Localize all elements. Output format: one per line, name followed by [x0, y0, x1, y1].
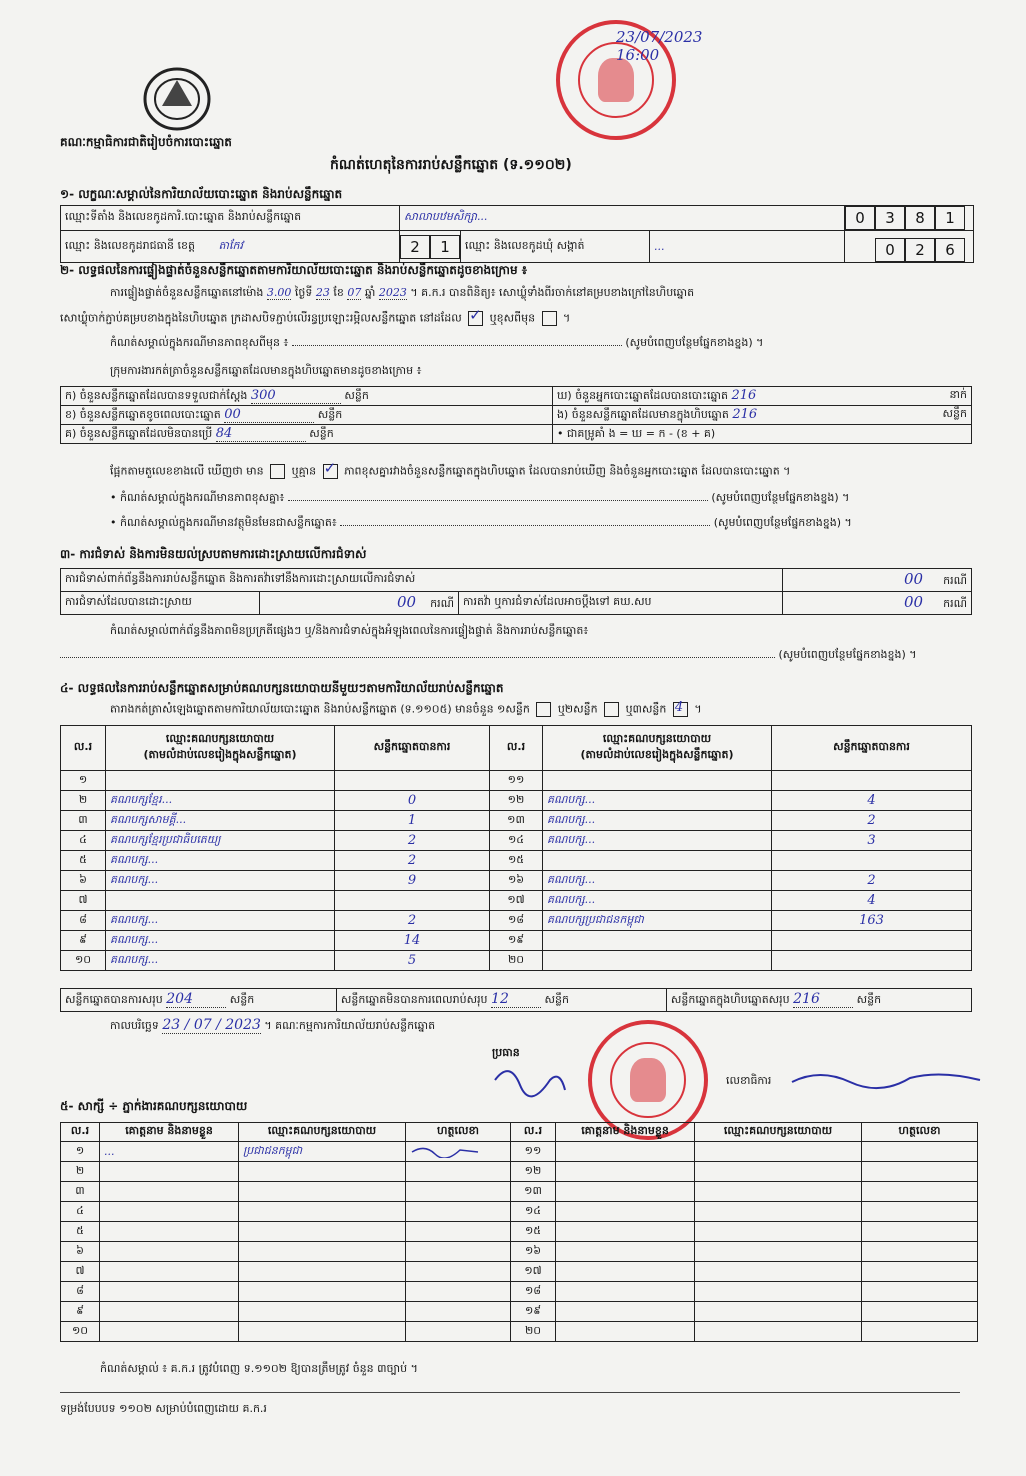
witness-col-sign-left: ហត្ថលេខា: [406, 1123, 511, 1142]
party-row: ៤ គណបក្សខ្មែរប្រជាធិបតេយ្យ 2 ១៤ គណបក្ស... 3: [61, 831, 972, 851]
total-valid: សន្លឹកឆ្នោតបានការសរុប 204 សន្លឹក: [61, 989, 337, 1012]
witness-row: ៣ ១៣: [61, 1182, 978, 1202]
form-footer: ទម្រង់បែបបទ ១១០២ សម្រាប់បំពេញដោយ គ.ក.រ: [60, 1402, 267, 1415]
witness-row: ៦ ១៦: [61, 1242, 978, 1262]
resolved-count: 00 ករណី: [260, 592, 459, 615]
witness-signature: [410, 1142, 480, 1158]
col-party-left: ឈ្មោះគណបក្សនយោបាយ (តាមលំដាប់លេខរៀងក្នុងសន្លឹកឆ្នោត): [106, 726, 335, 771]
station-value: សាលាបឋមសិក្សា...: [400, 206, 845, 231]
verify-year: 2023: [378, 286, 407, 299]
witness-row: ៩ ១៩: [61, 1302, 978, 1322]
count-row: ខ) ចំនួនសន្លឹកឆ្នោតខូចពេលបោះឆ្នោត 00 សន្លឹក ង) ចំនួនសន្លឹកឆ្នោតដែលមានក្នុងហិបឆ្នោត 216 សន្លឹក: [61, 406, 972, 425]
party-results-table: [60, 725, 972, 971]
commune-label: ឈ្មោះ និងលេខកូដឃុំ សង្កាត់: [461, 231, 650, 263]
stamp-handwriting: 23/07/2023 16:00: [616, 28, 703, 64]
witness-col-sign-right: ហត្ថលេខា: [862, 1123, 978, 1142]
section1-table: [60, 205, 974, 263]
sheet-1-checkbox[interactable]: [536, 702, 551, 717]
witness-col-name-left: គោត្តនាម និងនាមខ្លួន: [100, 1123, 239, 1142]
witness-col-party-left: ឈ្មោះគណបក្សនយោបាយ: [239, 1123, 406, 1142]
party-row: ១ ១១: [61, 771, 972, 791]
date-line: កាលបរិច្ឆេទ 23 / 07 / 2023 ។ គណៈកម្មការការិយាល័យរាប់សន្លឹកឆ្នោត: [110, 1017, 436, 1033]
party-row: ៩ គណបក្ស... 14 ១៩: [61, 931, 972, 951]
bullet-nonballot: • កំណត់សម្គាល់ក្នុងករណីមានវត្ថុមិនមែនជាសន្លឹកឆ្នោត៖ (សូមបំពេញបន្ថែមផ្នែកខាងខ្នង) ។: [110, 516, 852, 529]
verify-time: 3.00: [266, 286, 292, 299]
compare-line: ផ្អែកតាមតួលេខខាងលើ ឃើញថា មាន ឬគ្មាន ✓ ភាពខុសគ្នារវាងចំនួនសន្លឹកឆ្នោតក្នុងហិបឆ្នោត ដែលបានរាប់ឃើញ និងចំនួនអ្នកបោះឆ្នោត ដែលបានបោះឆ្នោត ។: [110, 464, 790, 481]
party-row: ២ គណបក្សខ្មែរ... 0 ១២ គណបក្ស... 4: [61, 791, 972, 811]
party-row: ៥ គណបក្ស... 2 ១៥: [61, 851, 972, 871]
section3-note: កំណត់សម្គាល់ពាក់ព័ន្ធនឹងភាពមិនប្រក្រតីផ្សេងៗ ឬ/និងការជំទាស់ក្នុងអំឡុងពេលនៃការផ្ទៀងផ្ទាត់ និងការរាប់សន្លឹកឆ្នោត៖: [110, 624, 589, 637]
station-code: 0 3 8 1: [845, 206, 974, 231]
col-votes-right: សន្លឹកឆ្នោតបានការ: [772, 726, 972, 771]
province-value: តាកែវ: [218, 238, 243, 252]
witness-col-no-right: ល.រ: [511, 1123, 556, 1142]
form-title: កំណត់ហេតុនៃការរាប់សន្លឹកឆ្នោត (ទ.១១០២): [330, 157, 572, 173]
appeal-count: 00 ករណី: [783, 592, 972, 615]
same-checkbox[interactable]: [468, 311, 483, 326]
section3-table: [60, 568, 972, 615]
verify-month: 07: [347, 286, 362, 299]
province-label: ឈ្មោះ និងលេខកូដរាជធានី ខេត្ត តាកែវ: [61, 231, 400, 263]
party-row: ៨ គណបក្ស... 2 ១៨ គណបក្សប្រជាជនកម្ពុជា 163: [61, 911, 972, 931]
complaints-count: 00 ករណី: [783, 569, 972, 592]
station-label: ឈ្មោះទីតាំង និងលេខកូដការិ.បោះឆ្នោត និងរាប់សន្លឹកឆ្នោត: [61, 206, 400, 231]
col-no-left: ល.រ: [61, 726, 106, 771]
counts-table: [60, 386, 972, 444]
witness-row: ២ ១២: [61, 1162, 978, 1182]
section2-heading: ២- លទ្ធផលនៃការផ្ទៀងផ្ទាត់ចំនួនសន្លឹកឆ្នោតតាមការិយាល័យបោះឆ្នោត និងរាប់សន្លឹកឆ្នោតដូចខាងក្រោម ៖: [60, 263, 528, 277]
commune-code: 0 2 6: [845, 231, 974, 263]
appeal-label: ការតវ៉ា ឬការជំទាស់ដែលអាចប្ដឹងទៅ គឃ.សប: [459, 592, 783, 615]
section4-heading: ៤- លទ្ធផលនៃការរាប់សន្លឹកឆ្នោតសម្រាប់គណបក្សនយោបាយនីមួយៗតាមការិយាល័យរាប់សន្លឹកឆ្នោត: [60, 681, 504, 695]
secretary-label: លេខាធិការ: [726, 1074, 772, 1087]
count-row: ក) ចំនួនសន្លឹកឆ្នោតដែលបានទទួលជាក់ស្តែង 300 សន្លឹក ឃ) ចំនួនអ្នកបោះឆ្នោតដែលបានបោះឆ្នោត 216 នាក់: [61, 387, 972, 406]
section3-heading: ៣- ការជំទាស់ និងការមិនយល់ស្របតាមការដោះស្រាយលើការជំទាស់: [60, 547, 367, 561]
different-checkbox[interactable]: [542, 311, 557, 326]
footer-rule: [60, 1392, 960, 1393]
col-votes-left: សន្លឹកឆ្នោតបានការ: [335, 726, 490, 771]
org-name: គណៈកម្មាធិការជាតិរៀបចំការបោះឆ្នោត: [60, 135, 232, 149]
party-row: ៣ គណបក្សសាមគ្គី... 1 ១៣ គណបក្ស... 2: [61, 811, 972, 831]
no-difference-checkbox[interactable]: [323, 464, 338, 479]
chair-label: ប្រធាន: [492, 1046, 520, 1059]
verify-day: 23: [315, 286, 330, 299]
section3-hint-line: (សូមបំពេញបន្ថែមផ្នែកខាងខ្នង) ។: [60, 648, 972, 664]
commune-value: ...: [650, 231, 845, 263]
section1-heading: ១- លក្ខណៈសម្គាល់នៃការិយាល័យបោះឆ្នោត និងរាប់សន្លឹកឆ្នោត: [60, 187, 343, 201]
footer-note: កំណត់សម្គាល់ ៖ គ.ក.រ ត្រូវបំពេញ ទ.១១០២ ឱ្យបានត្រឹមត្រូវ ចំនួន ៣ច្បាប់ ។: [100, 1362, 418, 1375]
has-difference-checkbox[interactable]: [270, 464, 285, 479]
witness-row: ១ ... ប្រជាជនកម្ពុជា ១១: [61, 1142, 978, 1162]
witness-table: [60, 1122, 978, 1342]
verify-line-1: ការផ្ទៀងផ្ទាត់ចំនួនសន្លឹកឆ្នោតនៅម៉ោង 3.00 ថ្ងៃទី 23 ខែ 07 ឆ្នាំ 2023 ។ គ.ក.រ បានពិនិត្យ៖ សោឃ្លុំទាំងពីរចាក់នៅគម្របខាងក្រៅនៃហិបឆ្នោត: [110, 286, 695, 299]
chair-signature: [490, 1060, 570, 1104]
party-row: ៦ គណបក្ស... 9 ១៦ គណបក្ស... 2: [61, 871, 972, 891]
col-no-right: ល.រ: [490, 726, 543, 771]
verify-note: កំណត់សម្គាល់ក្នុងករណីមានភាពខុសពីមុន ៖ (សូមបំពេញបន្ថែមផ្នែកខាងខ្នង) ។: [110, 336, 764, 349]
date-value: 23 / 07 / 2023: [162, 1017, 261, 1033]
party-row: ១០ គណបក្ស... 5 ២០: [61, 951, 972, 971]
count-row: គ) ចំនួនសន្លឹកឆ្នោតដែលមិនបានប្រើ 84 សន្លឹក • ជាគម្រូគាំ ង = ឃ = ក - (ខ + គ): [61, 425, 972, 444]
party-row: ៧ ១៧ គណបក្ស... 4: [61, 891, 972, 911]
col-party-right: ឈ្មោះគណបក្សនយោបាយ (តាមលំដាប់លេខរៀងក្នុងសន្លឹកឆ្នោត): [543, 726, 772, 771]
witness-row: ៥ ១៥: [61, 1222, 978, 1242]
province-code: 2 1: [400, 231, 461, 263]
total-box: សន្លឹកឆ្នោតក្នុងហិបឆ្នោតសរុប 216 សន្លឹក: [666, 989, 971, 1012]
emblem-icon: [142, 66, 212, 132]
resolved-label: ការជំទាស់ដែលបានដោះស្រាយ: [61, 592, 260, 615]
sheet-3-checkbox[interactable]: 4: [673, 702, 688, 717]
section5-heading: ៥- សាក្សី ÷ ភ្នាក់ងារគណបក្សនយោបាយ: [60, 1099, 248, 1113]
witness-row: ១០ ២០: [61, 1322, 978, 1342]
witness-col-name-right: គោត្តនាម និងនាមខ្លួន: [556, 1123, 695, 1142]
witness-col-no-left: ល.រ: [61, 1123, 100, 1142]
totals-table: [60, 988, 972, 1012]
witness-col-party-right: ឈ្មោះគណបក្សនយោបាយ: [695, 1123, 862, 1142]
counts-intro: ក្រុមការងារកត់ត្រាចំនួនសន្លឹកឆ្នោតដែលមានក្នុងហិបឆ្នោតមានដូចខាងក្រោម ៖: [110, 364, 422, 377]
sheet-2-checkbox[interactable]: [604, 702, 619, 717]
section4-intro: តារាងកត់ត្រាសំឡេងឆ្នោតតាមការិយាល័យបោះឆ្នោត និងរាប់សន្លឹកឆ្នោត (ទ.១១០៥) មានចំនួន ១សន្លឹក ឬ២សន្លឹក ឬ៣សន្លឹក 4 ។: [110, 700, 702, 716]
total-invalid: សន្លឹកឆ្នោតមិនបានការពេលរាប់សរុប 12 សន្លឹក: [336, 989, 666, 1012]
witness-row: ៨ ១៨: [61, 1282, 978, 1302]
secretary-signature: [790, 1064, 990, 1096]
witness-row: ៧ ១៧: [61, 1262, 978, 1282]
verify-line-2: សោឃ្លុំចាក់ភ្ជាប់គម្របខាងក្នុងនៃហិបឆ្នោត ក្រដាសបិទភ្ជាប់លើរន្ធប្រឡោះរម្អិលសន្លឹកឆ្នោត នៅដដែល ✓ ឬខុសពីមុន ។: [60, 311, 570, 328]
bullet-difference: • កំណត់សម្គាល់ក្នុងករណីមានភាពខុសគ្នា៖ (សូមបំពេញបន្ថែមផ្នែកខាងខ្នង) ។: [110, 491, 850, 504]
witness-row: ៤ ១៤: [61, 1202, 978, 1222]
complaints-label: ការជំទាស់ពាក់ព័ន្ធនឹងការរាប់សន្លឹកឆ្នោត និងការតវ៉ាទៅនឹងការដោះស្រាយលើការជំទាស់: [61, 569, 783, 592]
